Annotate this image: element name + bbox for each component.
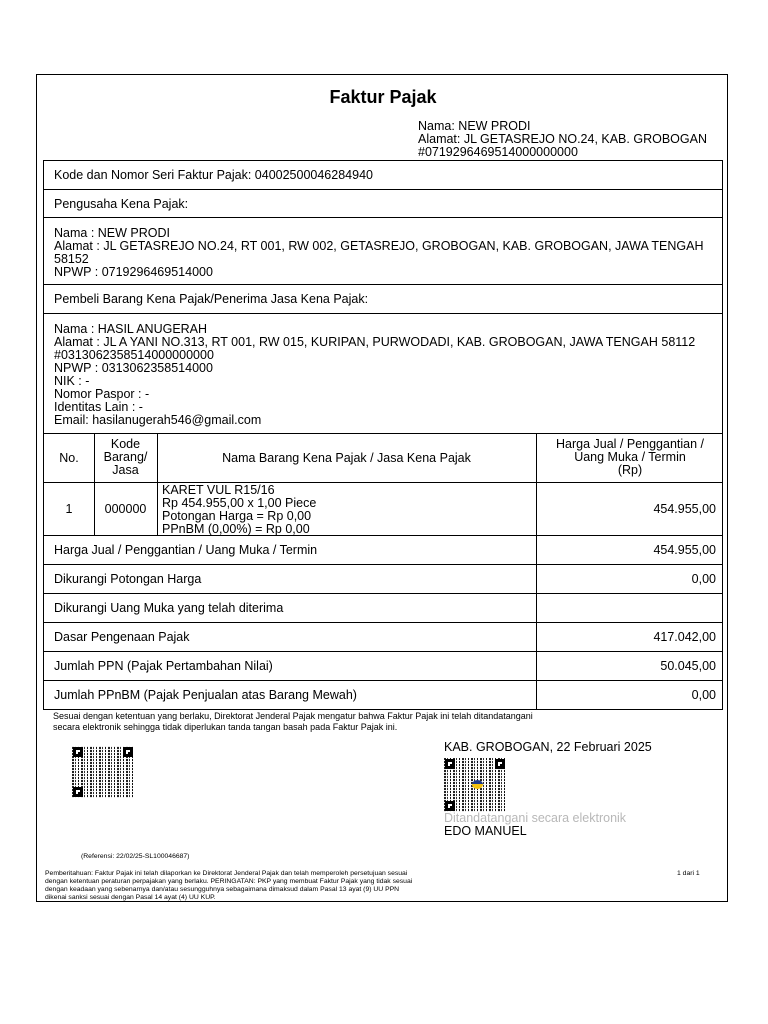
seller-id: #071929646951400000000​0 — [418, 145, 578, 159]
total-label: Harga Jual / Penggantian / Uang Muka / Termin — [54, 543, 318, 557]
buyer-other-id: Identitas Lain : - — [54, 400, 143, 414]
total-value: 454.955,00 — [653, 543, 716, 557]
place-date: KAB. GROBOGAN, 22 Februari 2025 — [444, 740, 652, 754]
table-row — [43, 482, 723, 536]
djp-logo-icon — [472, 780, 483, 789]
buyer-address: Alamat : JL A YANI NO.313, RT 001, RW 015, KURIPAN, PURWODADI, KAB. GROBOGAN, JAWA TENGAH 58112 — [54, 335, 696, 349]
e-signature-notice: Sesuai dengan ketentuan yang berlaku, Direktorat Jenderal Pajak mengatur bahwa Faktur Pajak ini telah ditandatangani secara elektronik sehingga tidak diperlukan tanda tangan basah pada Faktur Pajak ini. — [53, 711, 533, 732]
total-row-ppnbm — [43, 680, 723, 710]
buyer-heading-row — [43, 284, 723, 314]
total-value: 50.045,00 — [660, 659, 716, 673]
total-row-uang-muka — [43, 593, 723, 623]
pkp-address-line1: Alamat : JL GETASREJO NO.24, RT 001, RW 002, GETASREJO, GROBOGAN, KAB. GROBOGAN, JAWA TENGAH — [54, 239, 704, 253]
col-price-header: Harga Jual / Penggantian / Uang Muka / Termin (Rp) — [555, 437, 705, 477]
table-header — [43, 433, 723, 483]
total-label: Dikurangi Uang Muka yang telah diterima — [54, 601, 284, 615]
buyer-email: Email: hasilanugerah546@gmail.com — [54, 413, 262, 427]
buyer-heading: Pembeli Barang Kena Pajak/Penerima Jasa Kena Pajak: — [54, 292, 369, 306]
total-label: Jumlah PPN (Pajak Pertambahan Nilai) — [54, 659, 273, 673]
serial-row — [43, 160, 723, 190]
total-value: 0,00 — [691, 572, 716, 586]
item-code: 000000 — [104, 502, 147, 516]
buyer-passport: Nomor Paspor : - — [54, 387, 150, 401]
page-number: 1 dari 1 — [677, 870, 700, 877]
total-row-ppn — [43, 651, 723, 681]
buyer-npwp: NPWP : 0313062358514000 — [54, 361, 213, 375]
item-no: 1 — [65, 502, 73, 516]
item-description: KARET VUL R15/16 Rp 454.955,00 x 1,00 Piece Potongan Harga = Rp 0,00 PPnBM (0,00%) = Rp 0,00 — [162, 483, 317, 536]
seller-address: Alamat: JL GETASREJO NO.24, KAB. GROBOGAN — [418, 132, 707, 146]
invoice-frame — [36, 74, 728, 902]
qr-code-icon — [71, 745, 135, 799]
pkp-name: Nama : NEW PRODI — [54, 226, 170, 240]
col-name-header: Nama Barang Kena Pajak / Jasa Kena Pajak — [222, 451, 471, 465]
signature-qr-code-icon — [443, 757, 507, 813]
document-title: Faktur Pajak — [329, 87, 437, 107]
footer-disclaimer: Pemberitahuan: Faktur Pajak ini telah dilaporkan ke Direktorat Jenderal Pajak dan telah memperoleh persetujuan sesuai dengan ketentuan peraturan perpajakan yang berlaku. PERINGATAN: PKP yang membuat Faktur Pajak yang tidak sesuai dengan keadaan yang sebenarnya dan/atau sesungguhnya sebagaimana dimaksud dalam Pasal 13 ayat (9) UU PPN dikenai sanksi sesuai dengan Pasal 14 ayat (4) UU KUP. — [45, 870, 413, 901]
buyer-details — [43, 313, 723, 434]
total-value: 417.042,00 — [653, 630, 716, 644]
pkp-npwp: NPWP : 0719296469514000 — [54, 265, 213, 279]
total-row-potongan — [43, 564, 723, 594]
total-row-dpp — [43, 622, 723, 652]
seller-header — [418, 120, 707, 159]
buyer-id: #031306235851400000000​0 — [54, 348, 214, 362]
buyer-name: Nama : HASIL ANUGERAH — [54, 322, 208, 336]
pkp-details — [43, 217, 723, 285]
pkp-address-line2: 58152 — [54, 252, 89, 266]
pkp-heading: Pengusaha Kena Pajak: — [54, 197, 189, 211]
item-price: 454.955,00 — [653, 502, 716, 516]
serial-number: Kode dan Nomor Seri Faktur Pajak: 04002500046284940 — [54, 168, 373, 182]
signer-name: EDO MANUEL — [444, 824, 527, 838]
pkp-heading-row — [43, 189, 723, 218]
reference-number: (Referensi: 22/02/25-SL100046687) — [81, 853, 190, 860]
signed-electronically-text: Ditandatangani secara elektronik — [444, 811, 627, 825]
total-row-harga-jual — [43, 535, 723, 565]
buyer-nik: NIK : - — [54, 374, 90, 388]
total-label: Jumlah PPnBM (Pajak Penjualan atas Barang Mewah) — [54, 688, 357, 702]
total-label: Dasar Pengenaan Pajak — [54, 630, 190, 644]
col-code-header: Kode Barang/ Jasa — [103, 437, 148, 477]
col-no-header: No. — [59, 451, 79, 465]
total-value: 0,00 — [691, 688, 716, 702]
seller-name: Nama: NEW PRODI — [418, 119, 531, 133]
total-label: Dikurangi Potongan Harga — [54, 572, 202, 586]
